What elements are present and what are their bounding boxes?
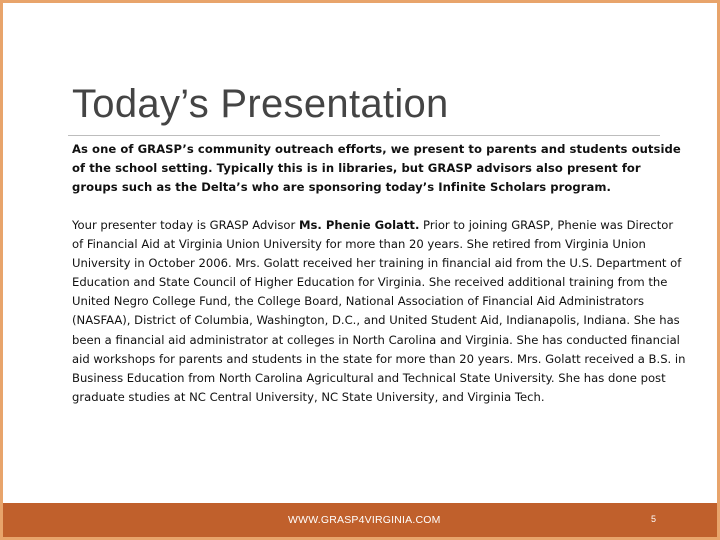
slide-border-top [0, 0, 720, 3]
presenter-paragraph [72, 216, 687, 407]
footer-bar [3, 503, 717, 537]
intro-paragraph: As one of GRASP’s community outreach efforts, we present to parents and students outside of the school setting. Typically this is in libraries, but GRASP advisors also present for groups such as the Delta’s who are sponsoring today’s Infinite Scholars program. [72, 142, 681, 195]
presenter-lead-text: Your presenter today is GRASP Advisor [72, 218, 299, 232]
presenter-name: Ms. Phenie Golatt. [298, 218, 420, 232]
slide-title: Today’s Presentation [72, 82, 449, 126]
page-number: 5 [651, 514, 657, 524]
title-divider [68, 135, 660, 136]
presenter-bio-text: Prior to joining GRASP, Phenie was Director of Financial Aid at Virginia Union University for more than 20 years. She retired from Virginia Union University in October 2006. Mrs. Golatt received her training in financial aid from the U.S. Department of Education and State Council of Higher Education for Virginia. She received additional training from the United Negro College Fund, the College Board, National Association of Financial Aid Administrators (NASFAA), District of Columbia, Washington, D.C., and United Student Aid, Indianapolis, Indiana. She has been a financial aid administrator at colleges in North Carolina and Virginia. She has conducted financial aid workshops for parents and students in the state for more than 20 years. Mrs. Golatt received a B.S. in Business Education from North Carolina Agricultural and Technical State University. She has done post graduate studies at NC Central University, NC State University, and Virginia Tech. [72, 218, 686, 404]
slide-border-left [0, 0, 3, 540]
footer-url-link[interactable]: WWW.GRASP4VIRGINIA.COM [288, 514, 441, 526]
